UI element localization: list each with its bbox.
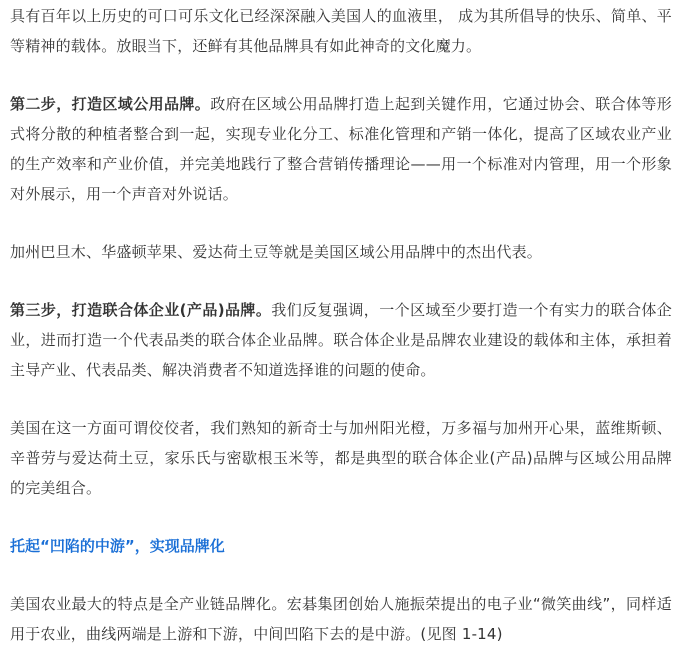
- paragraph-coca-cola-culture: 具有百年以上历史的可口可乐文化已经深深融入美国人的血液里， 成为其所倡导的快乐、简单、平等精神的载体。放眼当下，还鲜有其他品牌具有如此神奇的文化魔力。: [10, 7, 672, 55]
- paragraph-smile-curve: 美国农业最大的特点是全产业链品牌化。宏碁集团创始人施振荣提出的电子业“微笑曲线”，同样适用于农业，曲线两端是上游和下游，中间凹陷下去的是中游。(见图 1-14): [10, 595, 672, 643]
- paragraph-us-examples: 美国在这一方面可谓佼佼者，我们熟知的新奇士与加州阳光橙，万多福与加州开心果，蓝维斯顿、辛普劳与爱达荷土豆，家乐氏与密歇根玉米等，都是典型的联合体企业(产品)品牌与区域公用品牌的完美组合。: [10, 419, 672, 497]
- step-three-body: 我们反复强调，一个区域至少要打造一个有实力的联合体企业，进而打造一个代表品类的联合体企业品牌。联合体企业是品牌农业建设的载体和主体，承担着主导产业、代表品类、解决消费者不知道选择谁的问题的使命。: [10, 301, 672, 379]
- step-two-lead: 第二步，打造区域公用品牌。: [10, 95, 211, 113]
- paragraph-spacer: [10, 267, 672, 295]
- paragraph-spacer: [10, 209, 672, 237]
- step-three-lead: 第三步，打造联合体企业(产品)品牌。: [10, 301, 272, 319]
- paragraph-spacer: [10, 385, 672, 413]
- paragraph-spacer: [10, 503, 672, 531]
- step-two-body: 政府在区域公用品牌打造上起到关键作用，它通过协会、联合体等形式将分散的种植者整合到一起，实现专业化分工、标准化管理和产销一体化，提高了区域农业产业的生产效率和产业价值，并完美地践行了整合营销传播理论——用一个标准对内管理，用一个形象对外展示，用一个声音对外说话。: [10, 95, 672, 203]
- paragraph-spacer: [10, 61, 672, 89]
- paragraph-spacer: [10, 561, 672, 589]
- paragraph-regional-brand-examples: 加州巴旦木、华盛顿苹果、爱达荷土豆等就是美国区域公用品牌中的杰出代表。: [10, 243, 543, 261]
- paragraph-step-two: [10, 89, 672, 209]
- paragraph-step-three: [10, 295, 672, 385]
- section-heading: 托起“凹陷的中游”，实现品牌化: [10, 537, 225, 555]
